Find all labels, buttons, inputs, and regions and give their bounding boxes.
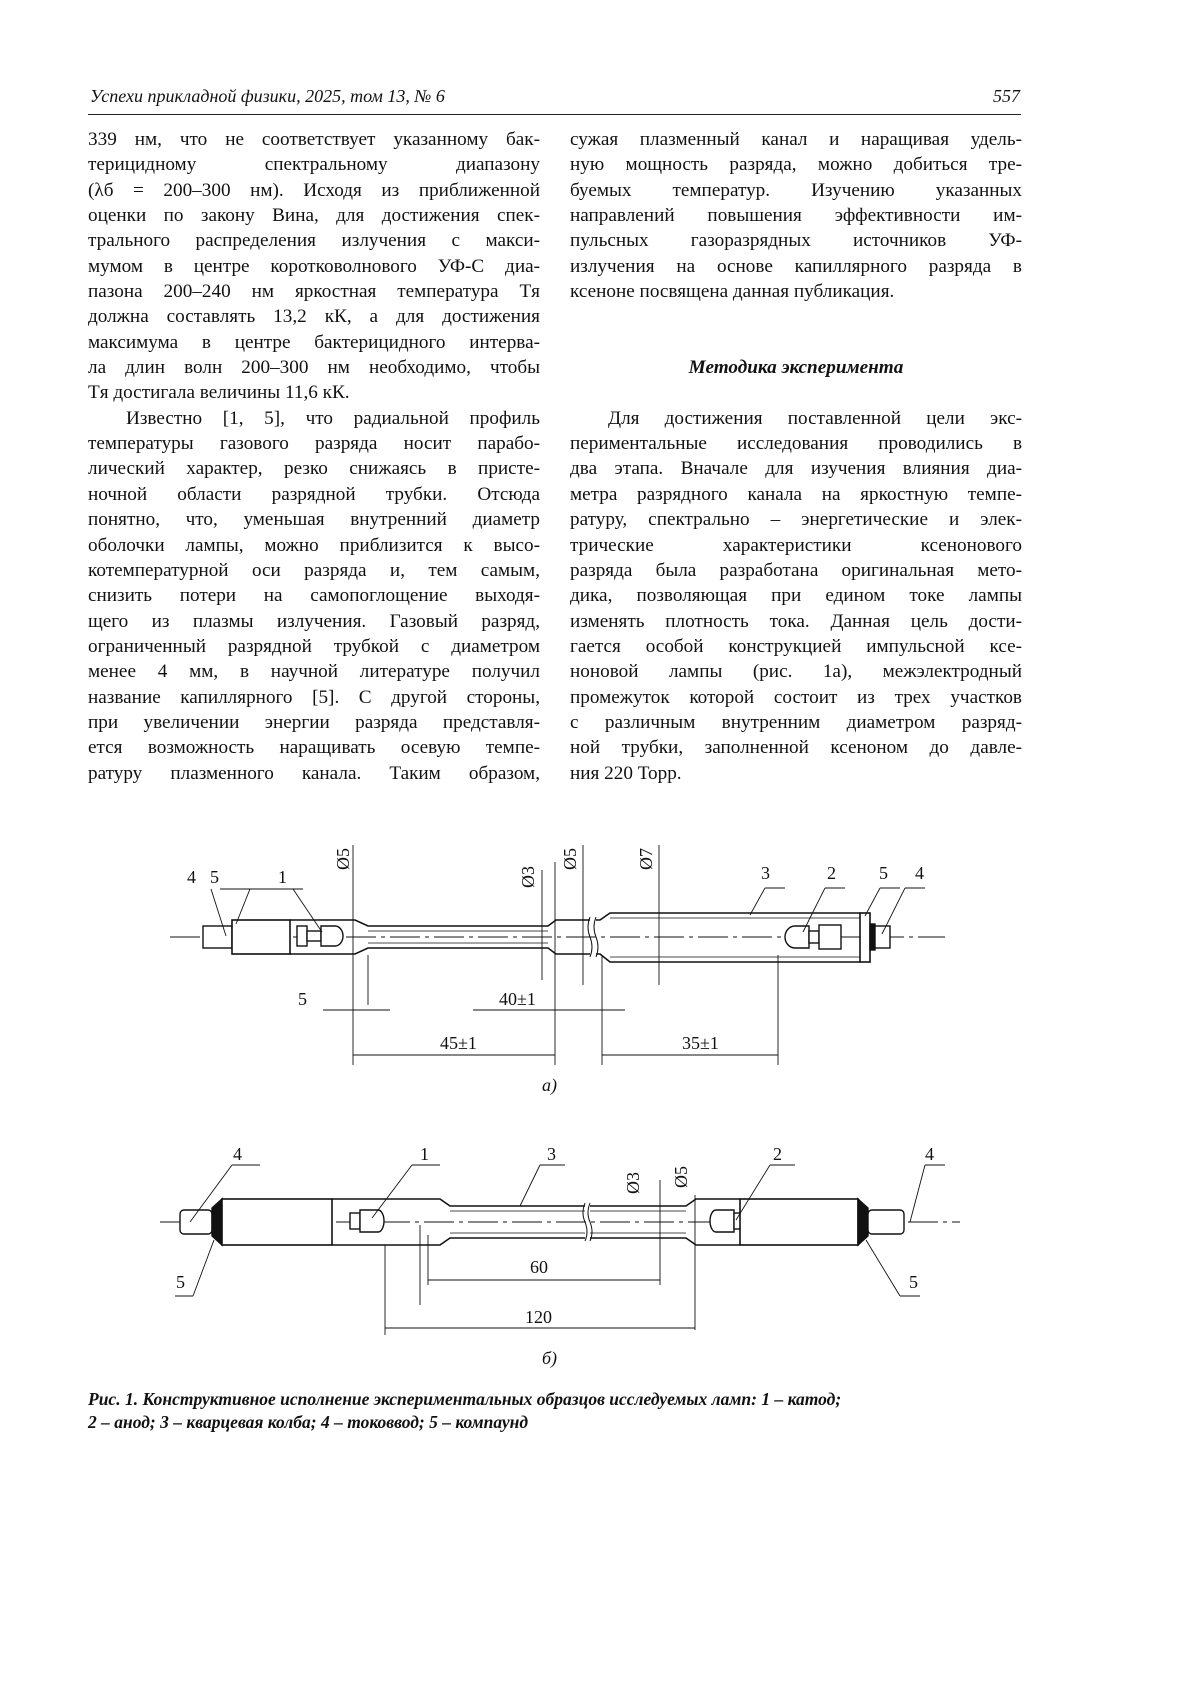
label-5: 5 <box>176 1272 185 1292</box>
text-line: оценки по закону Вина, для достижения спек- <box>88 203 540 228</box>
text-line: мумом в центре коротковолнового УФ-С диа- <box>88 254 540 279</box>
label-4: 4 <box>187 867 196 887</box>
diameter-label: Ø3 <box>518 866 538 888</box>
text-line: метра разрядного канала на яркостную темпе- <box>570 482 1022 507</box>
text-line: понятно, что, уменьшая внутренний диаметр <box>88 507 540 532</box>
figure-1a-labels <box>187 848 924 1096</box>
label-4: 4 <box>233 1144 242 1164</box>
text-line: ния 220 Торр. <box>570 761 1022 786</box>
text-line: максимума в центре бактерицидного интерва- <box>88 330 540 355</box>
text-line: ксеноне посвящена данная публикация. <box>570 279 1022 304</box>
text-line: терицидному спектральному диапазону <box>88 152 540 177</box>
text-line: название капиллярного [5]. С другой стороны, <box>88 685 540 710</box>
dimension-label: 40±1 <box>499 989 536 1009</box>
text-line: ратуру плазменного канала. Таким образом, <box>88 761 540 786</box>
text-line: разряда была разработана оригинальная мето- <box>570 558 1022 583</box>
text-line: Известно [1, 5], что радиальной профиль <box>88 406 540 431</box>
caption-line: Рис. 1. Конструктивное исполнение экспериментальных образцов исследуемых ламп: 1 – катод; <box>88 1388 1028 1411</box>
left-column <box>88 127 540 786</box>
label-2: 2 <box>827 863 836 883</box>
label-5: 5 <box>909 1272 918 1292</box>
text-line: котемпературной оси разряда и, тем самым, <box>88 558 540 583</box>
figure-1b-drawing <box>160 1165 960 1335</box>
dimension-label: 120 <box>525 1307 552 1327</box>
text-line: ограниченный разрядной трубкой с диаметром <box>88 634 540 659</box>
text-line: трального распределения излучения с макси- <box>88 228 540 253</box>
dimension-label: 45±1 <box>440 1033 477 1053</box>
figure-caption <box>88 1388 1028 1434</box>
label-5: 5 <box>879 863 888 883</box>
text-line: ной трубки, заполненной ксеноном до давле- <box>570 735 1022 760</box>
page <box>0 0 1200 1698</box>
figure-1b-labels <box>176 1144 934 1369</box>
label-5: 5 <box>210 867 219 887</box>
header-rule <box>88 114 1021 115</box>
text-line: при увеличении энергии разряда представля- <box>88 710 540 735</box>
caption-line: 2 – анод; 3 – кварцевая колба; 4 – токоввод; 5 – компаунд <box>88 1411 1028 1434</box>
text-line: ноновой лампы (рис. 1а), межэлектродный <box>570 659 1022 684</box>
text-line: с различным внутренним диаметром разряд- <box>570 710 1022 735</box>
diameter-label: Ø5 <box>560 848 580 870</box>
page-number: 557 <box>993 86 1020 107</box>
diameter-label: Ø5 <box>333 848 353 870</box>
section-heading: Методика эксперимента <box>570 355 1022 380</box>
text-line: ется возможность наращивать осевую темпе- <box>88 735 540 760</box>
text-line: снизить потери на самопоглощение выходя- <box>88 583 540 608</box>
label-2: 2 <box>773 1144 782 1164</box>
label-4: 4 <box>925 1144 934 1164</box>
text-line: пазона 200–240 нм яркостная температура Tя <box>88 279 540 304</box>
text-line: менее 4 мм, в научной литературе получил <box>88 659 540 684</box>
text-line: Для достижения поставленной цели экс- <box>570 406 1022 431</box>
text-line: должна составлять 13,2 кК, а для достижения <box>88 304 540 329</box>
text-line: дика, позволяющая при едином токе лампы <box>570 583 1022 608</box>
dimension-label: 60 <box>530 1257 548 1277</box>
text-line: ла длин волн 200–300 нм необходимо, чтобы <box>88 355 540 380</box>
diameter-label: Ø5 <box>671 1166 691 1188</box>
text-line: лический характер, резко снижаясь в присте- <box>88 456 540 481</box>
text-line: гается особой конструкцией импульсной ксе- <box>570 634 1022 659</box>
figure-1a-drawing <box>170 845 945 1065</box>
spacer <box>570 330 1022 355</box>
text-line: оболочки лампы, можно приблизится к высо- <box>88 533 540 558</box>
text-line: пульсных газоразрядных источников УФ- <box>570 228 1022 253</box>
text-line: Tя достигала величины 11,6 кК. <box>88 380 540 405</box>
text-line: периментальные исследования проводились в <box>570 431 1022 456</box>
spacer <box>570 304 1022 329</box>
right-column <box>570 127 1022 786</box>
text-line: 339 нм, что не соответствует указанному бак- <box>88 127 540 152</box>
diameter-label: Ø3 <box>623 1172 643 1194</box>
label-1: 1 <box>420 1144 429 1164</box>
text-line: трические характеристики ксенонового <box>570 533 1022 558</box>
dimension-label: 35±1 <box>682 1033 719 1053</box>
text-line: сужая плазменный канал и наращивая удель- <box>570 127 1022 152</box>
label-1: 1 <box>278 867 287 887</box>
spacer <box>570 380 1022 405</box>
dimension-label: 5 <box>298 989 307 1009</box>
text-line: направлений повышения эффективности им- <box>570 203 1022 228</box>
text-line: излучения на основе капиллярного разряда в <box>570 254 1022 279</box>
text-line: буемых температур. Изучению указанных <box>570 178 1022 203</box>
subfigure-label-a: а) <box>542 1075 557 1096</box>
text-line: промежуток которой состоит из трех участков <box>570 685 1022 710</box>
text-line: два этапа. Вначале для изучения влияния диа- <box>570 456 1022 481</box>
diameter-label: Ø7 <box>636 848 656 870</box>
text-line: изменять плотность тока. Данная цель дости- <box>570 609 1022 634</box>
label-3: 3 <box>761 863 770 883</box>
subfigure-label-b: б) <box>542 1348 557 1369</box>
text-line: щего из плазмы излучения. Газовый разряд, <box>88 609 540 634</box>
text-line: температуры газового разряда носит парабо- <box>88 431 540 456</box>
text-line: ратуру, спектрально – энергетические и элек- <box>570 507 1022 532</box>
text-line: ночной области разрядной трубки. Отсюда <box>88 482 540 507</box>
text-line: (λб = 200–300 нм). Исходя из приближенной <box>88 178 540 203</box>
journal-header: Успехи прикладной физики, 2025, том 13, № 6 <box>90 86 445 107</box>
text-line: ную мощность разряда, можно добиться тре- <box>570 152 1022 177</box>
label-3: 3 <box>547 1144 556 1164</box>
label-4: 4 <box>915 863 924 883</box>
